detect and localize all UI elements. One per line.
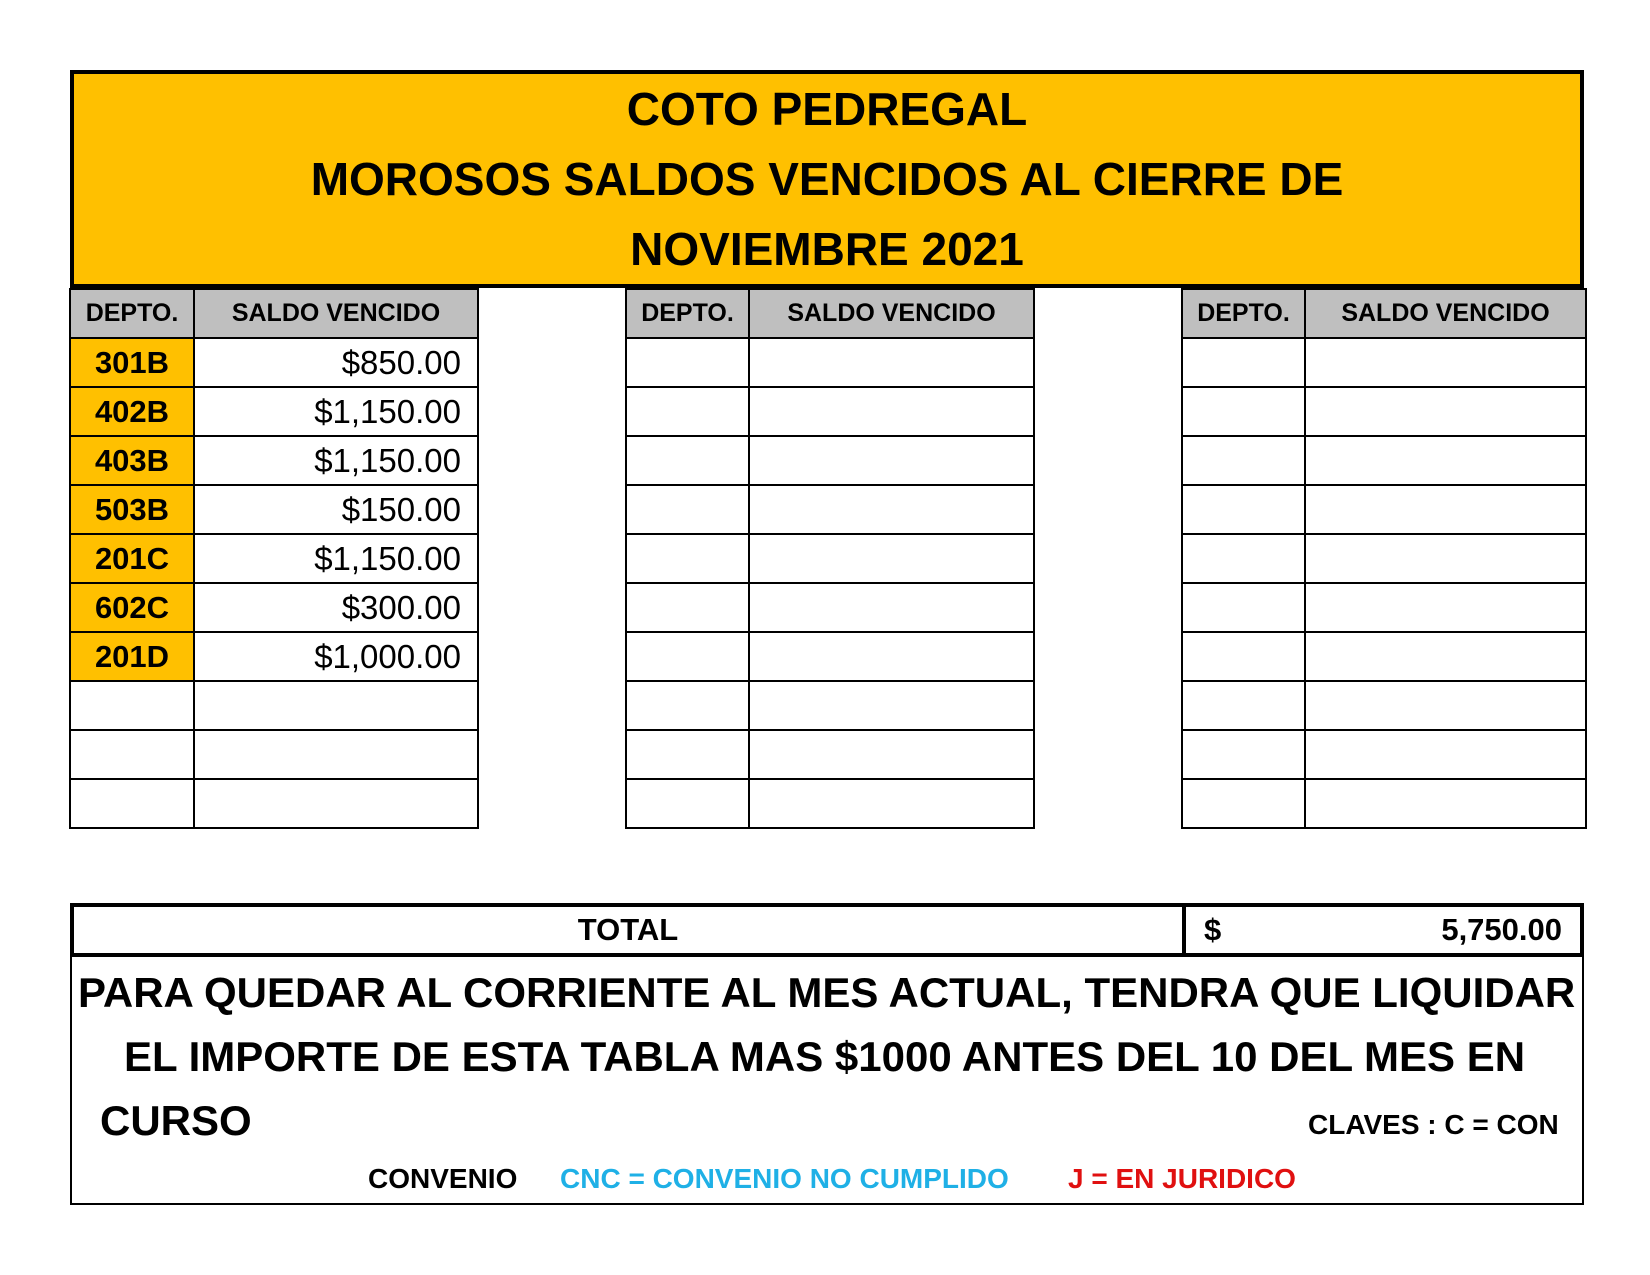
debt-table-left <box>69 288 479 829</box>
depto-cell <box>626 681 749 730</box>
saldo-cell <box>749 436 1034 485</box>
saldo-cell <box>749 338 1034 387</box>
table-row-empty <box>1182 730 1586 779</box>
header-title: COTO PEDREGAL <box>626 83 1028 135</box>
cnc-legend: CNC = CONVENIO NO CUMPLIDO <box>560 1163 1009 1194</box>
saldo-cell <box>749 730 1034 779</box>
depto-cell: 403B <box>70 436 194 485</box>
table-row <box>70 534 478 583</box>
total-value: 5,750.00 <box>1441 912 1562 947</box>
depto-cell <box>1182 730 1305 779</box>
note-line-2: EL IMPORTE DE ESTA TABLA MAS $1000 ANTES DEL 10 DEL MES EN <box>124 1033 1526 1080</box>
saldo-cell <box>1305 730 1586 779</box>
table-row-empty <box>1182 436 1586 485</box>
debt-table-right <box>1181 288 1587 829</box>
debt-table-middle <box>625 288 1035 829</box>
depto-cell <box>70 681 194 730</box>
saldo-cell <box>749 534 1034 583</box>
depto-cell: 201C <box>70 534 194 583</box>
depto-header: DEPTO. <box>1182 289 1305 338</box>
saldo-cell: $1,150.00 <box>194 534 478 583</box>
header-period: NOVIEMBRE 2021 <box>630 223 1024 275</box>
table-row-empty <box>1182 583 1586 632</box>
saldo-cell <box>1305 387 1586 436</box>
table-row-empty <box>626 730 1034 779</box>
report-header <box>70 70 1584 288</box>
table-row-empty <box>1182 485 1586 534</box>
depto-cell: 402B <box>70 387 194 436</box>
depto-cell <box>1182 583 1305 632</box>
note-line-1: PARA QUEDAR AL CORRIENTE AL MES ACTUAL, TENDRA QUE LIQUIDAR <box>78 969 1576 1016</box>
saldo-cell <box>1305 436 1586 485</box>
depto-cell <box>1182 436 1305 485</box>
saldo-cell <box>194 779 478 828</box>
depto-cell: 503B <box>70 485 194 534</box>
saldo-cell <box>1305 534 1586 583</box>
table-header-row <box>626 289 1034 338</box>
table-row-empty <box>1182 632 1586 681</box>
table-row-empty <box>626 534 1034 583</box>
depto-cell <box>1182 681 1305 730</box>
saldo-cell <box>194 730 478 779</box>
saldo-cell <box>1305 485 1586 534</box>
depto-cell: 201D <box>70 632 194 681</box>
table-row-empty <box>626 681 1034 730</box>
depto-cell <box>626 387 749 436</box>
table-row-empty <box>626 632 1034 681</box>
table-row-empty <box>626 387 1034 436</box>
table-row-empty <box>1182 779 1586 828</box>
table-row-empty <box>626 583 1034 632</box>
table-row <box>70 436 478 485</box>
table-row <box>70 583 478 632</box>
table-row-empty <box>626 779 1034 828</box>
table-row-empty <box>1182 534 1586 583</box>
saldo-header: SALDO VENCIDO <box>1305 289 1586 338</box>
saldo-cell: $150.00 <box>194 485 478 534</box>
saldo-header: SALDO VENCIDO <box>749 289 1034 338</box>
table-row-empty <box>1182 338 1586 387</box>
depto-cell <box>626 436 749 485</box>
saldo-cell: $1,000.00 <box>194 632 478 681</box>
depto-cell <box>626 338 749 387</box>
saldo-cell <box>749 632 1034 681</box>
convenio-label: CONVENIO <box>368 1163 518 1194</box>
saldo-cell <box>749 779 1034 828</box>
table-header-row <box>70 289 478 338</box>
saldo-cell <box>749 583 1034 632</box>
table-row-empty <box>70 730 478 779</box>
claves-label: CLAVES : C = CON <box>1308 1109 1559 1140</box>
saldo-cell <box>194 681 478 730</box>
depto-cell: 301B <box>70 338 194 387</box>
notes-box <box>70 955 1584 1205</box>
table-row-empty <box>1182 681 1586 730</box>
saldo-cell <box>1305 338 1586 387</box>
depto-cell <box>626 485 749 534</box>
depto-cell: 602C <box>70 583 194 632</box>
saldo-cell <box>749 387 1034 436</box>
depto-header: DEPTO. <box>70 289 194 338</box>
depto-cell <box>626 779 749 828</box>
saldo-cell <box>749 485 1034 534</box>
table-row <box>70 387 478 436</box>
table-row-empty <box>626 338 1034 387</box>
header-subtitle: MOROSOS SALDOS VENCIDOS AL CIERRE DE <box>310 153 1344 205</box>
saldo-cell <box>1305 632 1586 681</box>
saldo-cell <box>1305 779 1586 828</box>
depto-cell <box>1182 779 1305 828</box>
table-row-empty <box>626 436 1034 485</box>
saldo-cell <box>1305 681 1586 730</box>
table-row <box>70 485 478 534</box>
juridico-legend: J = EN JURIDICO <box>1068 1163 1296 1194</box>
depto-cell <box>626 534 749 583</box>
table-row <box>70 632 478 681</box>
depto-cell <box>1182 534 1305 583</box>
depto-cell <box>70 730 194 779</box>
depto-header: DEPTO. <box>626 289 749 338</box>
depto-cell <box>626 730 749 779</box>
note-line-3: CURSO <box>100 1097 252 1144</box>
table-row-empty <box>70 779 478 828</box>
saldo-cell <box>1305 583 1586 632</box>
table-row-empty <box>626 485 1034 534</box>
depto-cell <box>1182 485 1305 534</box>
depto-cell <box>1182 387 1305 436</box>
depto-cell <box>1182 632 1305 681</box>
saldo-cell: $300.00 <box>194 583 478 632</box>
saldo-cell: $1,150.00 <box>194 387 478 436</box>
table-header-row <box>1182 289 1586 338</box>
depto-cell <box>626 583 749 632</box>
saldo-cell: $850.00 <box>194 338 478 387</box>
saldo-cell <box>749 681 1034 730</box>
table-row <box>70 338 478 387</box>
depto-cell <box>626 632 749 681</box>
depto-cell <box>70 779 194 828</box>
total-label: TOTAL <box>74 907 1186 953</box>
total-currency: $ <box>1204 912 1222 947</box>
table-row-empty <box>1182 387 1586 436</box>
depto-cell <box>1182 338 1305 387</box>
table-row-empty <box>70 681 478 730</box>
saldo-header: SALDO VENCIDO <box>194 289 478 338</box>
saldo-cell: $1,150.00 <box>194 436 478 485</box>
total-row <box>70 903 1584 957</box>
